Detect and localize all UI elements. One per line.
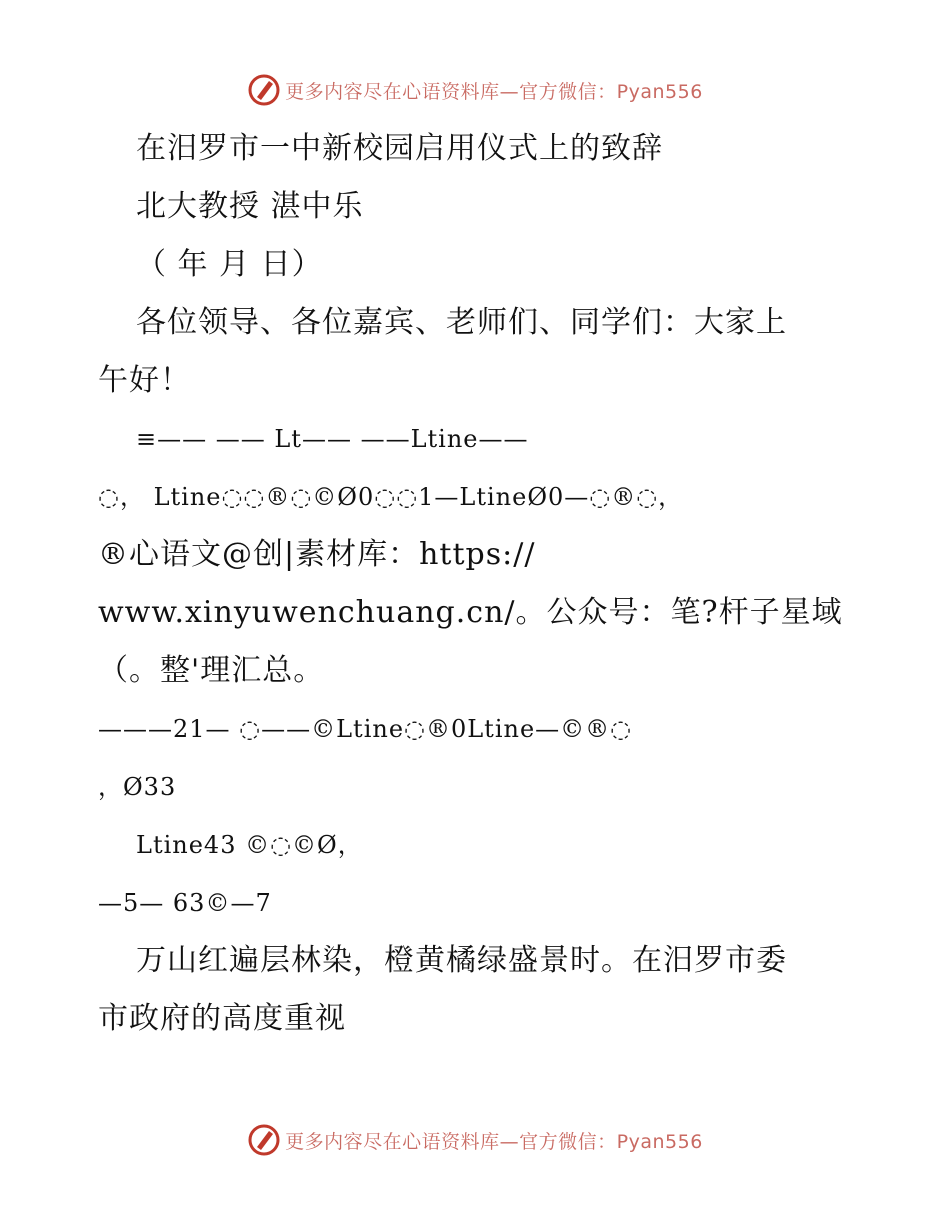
garbled-text: ◌， Ltine◌◌®◌©Ø0◌◌1—LtineØ0—◌®◌， [98, 483, 684, 511]
pen-seal-icon [247, 1123, 281, 1157]
body-paragraph: 市政府的高度重视 [98, 1001, 346, 1036]
document-author: 北大教授 湛中乐 [136, 189, 364, 224]
greeting-line: 各位领导、各位嘉宾、老师们、同学们：大家上 [136, 305, 787, 340]
garbled-text: —5— 63©—7 [98, 889, 272, 917]
banner-text: 更多内容尽在心语资料库—官方微信：Pyan556 [285, 1130, 703, 1153]
source-line: ®心语文@创|素材库：https:// [98, 537, 536, 572]
document-body [98, 120, 858, 1048]
header-banner [0, 70, 950, 110]
source-line: （。整'理汇总。 [98, 653, 325, 688]
document-title: 在汨罗市一中新校园启用仪式上的致辞 [136, 131, 663, 166]
footer-banner [0, 1120, 950, 1160]
garbled-text: ，Ø33 [98, 773, 177, 801]
garbled-text: ≡—— —— Lt—— ——Ltine—— [136, 425, 529, 453]
pen-seal-icon [247, 73, 281, 107]
body-paragraph: 万山红遍层林染，橙黄橘绿盛景时。在汨罗市委 [136, 943, 787, 978]
source-line: www.xinyuwenchuang.cn/。公众号：笔?杆子星域 [98, 595, 843, 630]
date-line: （ 年 月 日） [136, 247, 323, 282]
banner-text: 更多内容尽在心语资料库—官方微信：Pyan556 [285, 80, 703, 103]
garbled-text: ———21— ◌——©Ltine◌®0Ltine—©®◌ [98, 715, 633, 743]
greeting-line: 午好！ [98, 363, 191, 398]
garbled-text: Ltine43 ©◌©Ø， [136, 831, 363, 859]
